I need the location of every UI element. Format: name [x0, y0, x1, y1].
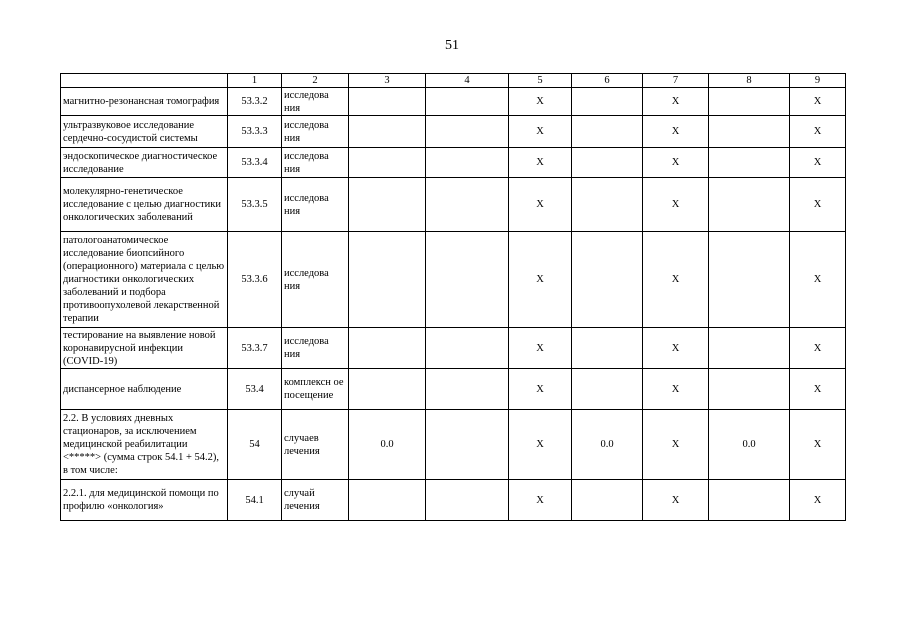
- cell-col5: X: [509, 480, 572, 521]
- cell-col7: X: [643, 178, 709, 232]
- cell-col8: [709, 232, 790, 328]
- row-code: 53.3.2: [228, 88, 282, 116]
- cell-col3: [349, 369, 426, 410]
- cell-col3: [349, 88, 426, 116]
- cell-col4: [426, 410, 509, 480]
- row-name: эндоскопическое диагностическое исследование: [61, 148, 228, 178]
- cell-col9: X: [790, 116, 846, 148]
- cell-col8: [709, 148, 790, 178]
- header-cell: 4: [426, 74, 509, 88]
- header-cell: 2: [282, 74, 349, 88]
- cell-col6: [572, 232, 643, 328]
- row-code: 54: [228, 410, 282, 480]
- header-cell: 5: [509, 74, 572, 88]
- cell-col3: [349, 480, 426, 521]
- table-row: [61, 480, 846, 521]
- row-name: патологоанатомическое исследование биопсийного (операционного) материала с целью диагностики онкологических заболеваний и подбора противоопухолевой лекарственной терапии: [61, 232, 228, 328]
- table-row: [61, 88, 846, 116]
- cell-col7: X: [643, 232, 709, 328]
- table-row: [61, 232, 846, 328]
- cell-col4: [426, 232, 509, 328]
- data-table: [60, 73, 846, 521]
- table-row: [61, 328, 846, 369]
- row-name: 2.2.1. для медицинской помощи по профилю «онкология»: [61, 480, 228, 521]
- header-cell: 7: [643, 74, 709, 88]
- cell-col5: X: [509, 178, 572, 232]
- cell-col9: X: [790, 410, 846, 480]
- cell-col9: X: [790, 148, 846, 178]
- cell-col3: [349, 116, 426, 148]
- cell-col6: [572, 88, 643, 116]
- row-name: молекулярно-генетическое исследование с целью диагностики онкологических заболеваний: [61, 178, 228, 232]
- table-row: [61, 116, 846, 148]
- cell-col9: X: [790, 480, 846, 521]
- cell-col9: X: [790, 88, 846, 116]
- cell-col8: [709, 369, 790, 410]
- row-unit: исследова ния: [282, 328, 349, 369]
- table-row: [61, 410, 846, 480]
- cell-col9: X: [790, 232, 846, 328]
- cell-col5: X: [509, 410, 572, 480]
- cell-col3: [349, 232, 426, 328]
- row-unit: исследова ния: [282, 148, 349, 178]
- table-row: [61, 369, 846, 410]
- cell-col4: [426, 328, 509, 369]
- cell-col4: [426, 480, 509, 521]
- header-cell: 8: [709, 74, 790, 88]
- cell-col9: X: [790, 178, 846, 232]
- cell-col3: [349, 148, 426, 178]
- row-unit: исследова ния: [282, 116, 349, 148]
- row-code: 53.4: [228, 369, 282, 410]
- cell-col4: [426, 369, 509, 410]
- cell-col6: [572, 480, 643, 521]
- cell-col7: X: [643, 148, 709, 178]
- cell-col6: 0.0: [572, 410, 643, 480]
- row-name: диспансерное наблюдение: [61, 369, 228, 410]
- cell-col7: X: [643, 88, 709, 116]
- row-code: 53.3.7: [228, 328, 282, 369]
- row-unit: исследова ния: [282, 232, 349, 328]
- cell-col8: [709, 178, 790, 232]
- cell-col5: X: [509, 369, 572, 410]
- cell-col8: [709, 116, 790, 148]
- header-cell: [61, 74, 228, 88]
- cell-col5: X: [509, 232, 572, 328]
- row-code: 53.3.5: [228, 178, 282, 232]
- cell-col4: [426, 116, 509, 148]
- cell-col8: [709, 328, 790, 369]
- row-unit: случаев лечения: [282, 410, 349, 480]
- table-row: [61, 178, 846, 232]
- row-name: магнитно-резонансная томография: [61, 88, 228, 116]
- cell-col6: [572, 178, 643, 232]
- cell-col3: [349, 328, 426, 369]
- cell-col6: [572, 369, 643, 410]
- cell-col9: X: [790, 328, 846, 369]
- cell-col8: [709, 88, 790, 116]
- header-cell: 9: [790, 74, 846, 88]
- header-cell: 1: [228, 74, 282, 88]
- row-unit: исследова ния: [282, 88, 349, 116]
- cell-col5: X: [509, 88, 572, 116]
- cell-col7: X: [643, 410, 709, 480]
- cell-col7: X: [643, 480, 709, 521]
- row-code: 53.3.6: [228, 232, 282, 328]
- cell-col5: X: [509, 148, 572, 178]
- cell-col7: X: [643, 369, 709, 410]
- cell-col3: [349, 178, 426, 232]
- row-name: тестирование на выявление новой коронавирусной инфекции (COVID-19): [61, 328, 228, 369]
- row-code: 54.1: [228, 480, 282, 521]
- cell-col3: 0.0: [349, 410, 426, 480]
- cell-col9: X: [790, 369, 846, 410]
- row-code: 53.3.3: [228, 116, 282, 148]
- row-name: ультразвуковое исследование сердечно-сосудистой системы: [61, 116, 228, 148]
- table-row: [61, 148, 846, 178]
- page-number: 51: [445, 38, 459, 53]
- cell-col5: X: [509, 116, 572, 148]
- cell-col8: [709, 480, 790, 521]
- header-cell: 3: [349, 74, 426, 88]
- cell-col5: X: [509, 328, 572, 369]
- row-code: 53.3.4: [228, 148, 282, 178]
- cell-col4: [426, 148, 509, 178]
- cell-col6: [572, 116, 643, 148]
- row-unit: комплексн ое посещение: [282, 369, 349, 410]
- cell-col4: [426, 88, 509, 116]
- cell-col6: [572, 148, 643, 178]
- cell-col7: X: [643, 116, 709, 148]
- header-cell: 6: [572, 74, 643, 88]
- row-name: 2.2. В условиях дневных стационаров, за исключением медицинской реабилитации <*****> (сумма строк 54.1 + 54.2), в том числе:: [61, 410, 228, 480]
- row-unit: исследова ния: [282, 178, 349, 232]
- table-header-row: [61, 74, 846, 88]
- row-unit: случай лечения: [282, 480, 349, 521]
- cell-col6: [572, 328, 643, 369]
- cell-col7: X: [643, 328, 709, 369]
- cell-col4: [426, 178, 509, 232]
- cell-col8: 0.0: [709, 410, 790, 480]
